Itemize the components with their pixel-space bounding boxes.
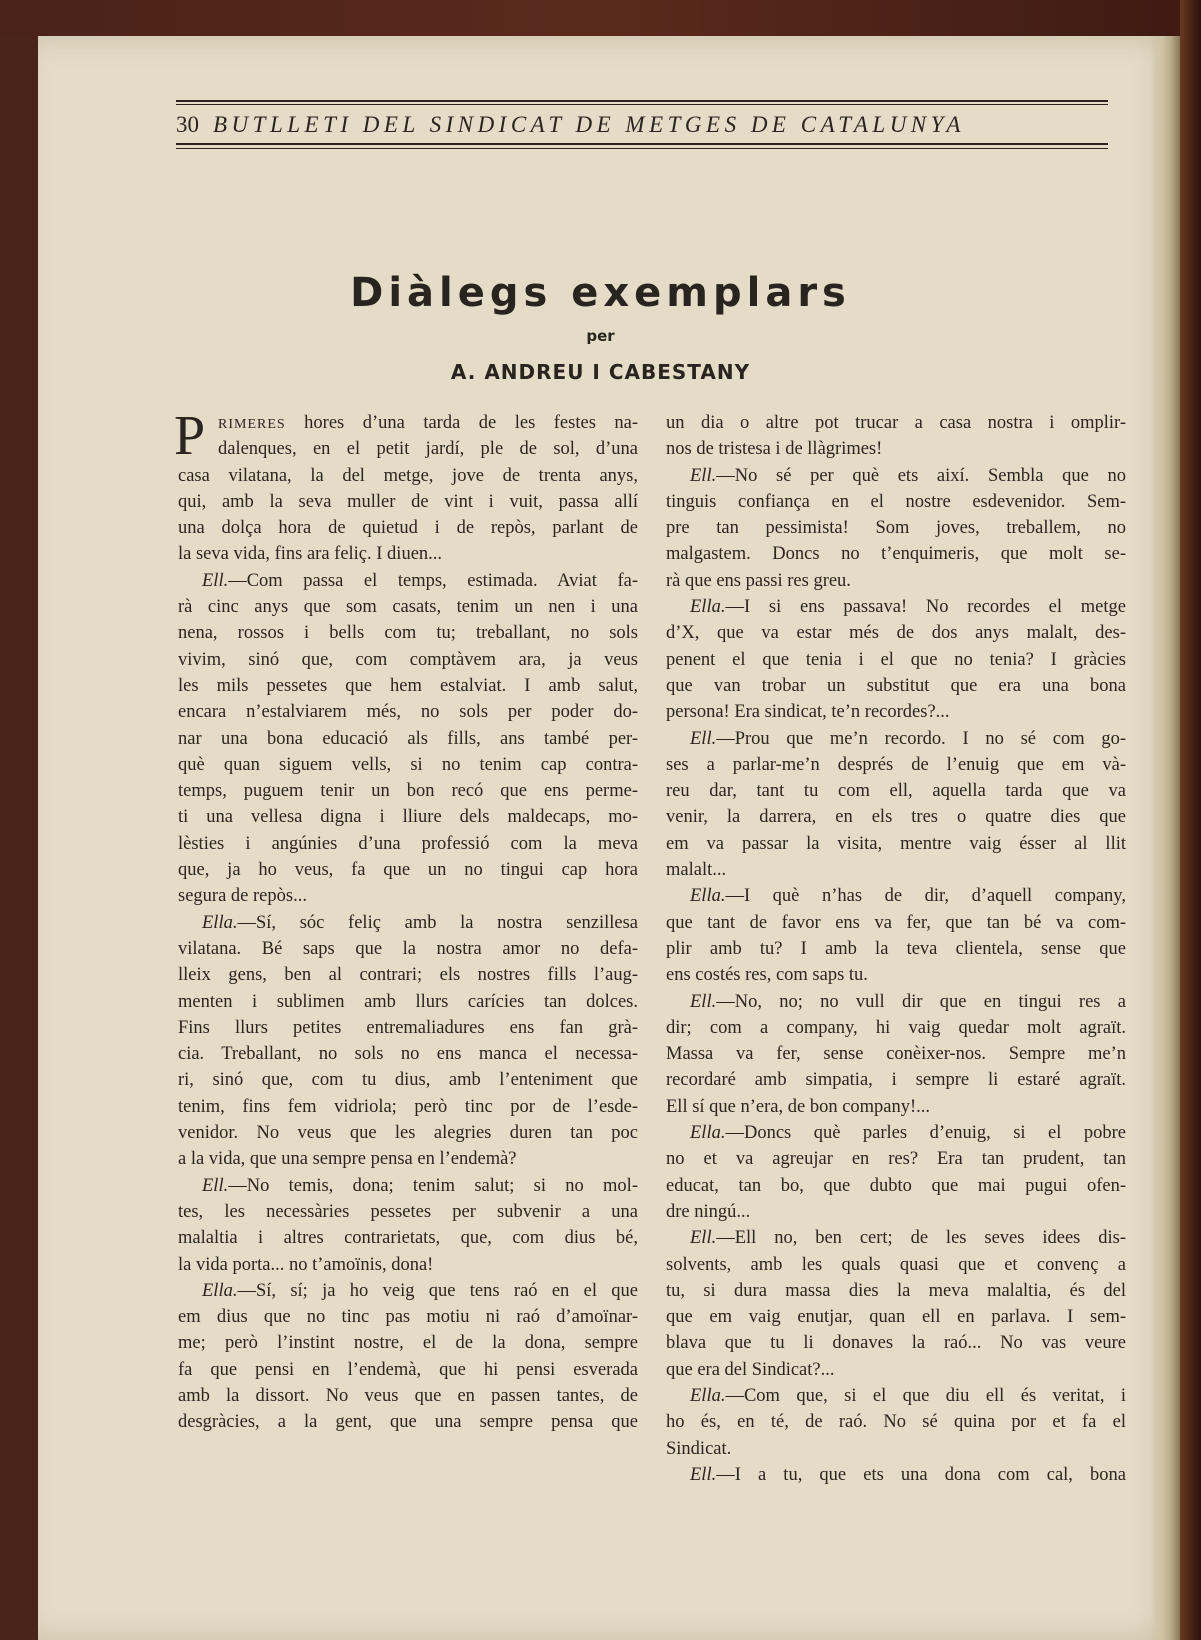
byline-per: per	[586, 327, 615, 345]
text-line: venir, la darrera, en els tres o quatre dies que	[666, 807, 1126, 828]
text-line: rà cinc anys que som casats, tenim un nen i una	[178, 597, 638, 618]
text-line: vilatana. Bé saps que la nostra amor no defa-	[178, 938, 638, 959]
text-line: fa que pensi en l’endemà, que hi pensi esverada	[178, 1359, 638, 1380]
drop-cap: P	[174, 405, 206, 467]
header-rule	[176, 148, 1108, 149]
text-line: lleix gens, ben al contrari; els nostres fills l’aug-	[178, 965, 638, 986]
text-line: me; però l’instint nostre, el de la dona, sempre	[178, 1333, 638, 1354]
text-line: tenim, fins fem vidriola; però tinc por de l’esde-	[178, 1096, 638, 1117]
text-line: solvents, amb les quals quasi que et convenç a	[666, 1254, 1126, 1275]
scan-background-top	[0, 0, 1201, 36]
text-column-right	[666, 410, 1126, 1488]
text-line: ens costés res, com saps tu.	[666, 965, 868, 986]
text-line: que em vaig enutjar, quan ell en parlava. I sem-	[666, 1307, 1126, 1328]
text-line: Fins llurs petites entremaliadures ens fan grà-	[178, 1017, 638, 1038]
text-line: dre ningú...	[666, 1201, 751, 1222]
text-line: malaltia i altres contrarietats, que, com dius bé,	[178, 1228, 638, 1249]
text-line: d’X, que va estar més de dos anys malalt, des-	[666, 623, 1126, 644]
text-line: segura de repòs...	[178, 886, 307, 907]
text-line: malgastem. Doncs no t’enquimeris, que molt se-	[666, 544, 1126, 565]
text-line: Ell.—No, no; no vull dir que en tingui res a	[690, 991, 1126, 1012]
text-line: reu dar, tant tu com ell, aquella tarda que va	[666, 781, 1126, 802]
text-line: venidor. No veus que les alegries duren tan poc	[178, 1123, 638, 1144]
text-line: Ell.—No temis, dona; tenim salut; si no mol-	[202, 1175, 638, 1196]
text-line: dalenques, en el petit jardí, ple de sol, d’una	[218, 439, 638, 460]
text-line: les mils pessetes que hem estalviat. I amb salut,	[178, 675, 638, 696]
text-line: què quan siguem vells, si no tenim cap contra-	[178, 754, 638, 775]
text-line: tes, les necessàries pessetes per subvenir a una	[178, 1201, 638, 1222]
page-number: 30	[176, 112, 199, 137]
text-line: lèsties i angúnies d’una professió com la meva	[178, 833, 638, 854]
header-text	[176, 108, 1108, 142]
running-header	[176, 100, 1108, 152]
text-line: RIMERES hores d’una tarda de les festes na-	[218, 413, 638, 433]
text-line: casa vilatana, la del metge, jove de trenta anys,	[178, 465, 638, 486]
text-line: ri, sinó que, com tu dius, amb l’enteniment que	[178, 1070, 638, 1091]
text-line: qui, amb la seva muller de vint i vuit, passa allí	[178, 491, 638, 512]
text-line: Massa va fer, sense conèixer-nos. Sempre me’n	[666, 1044, 1126, 1065]
text-line: ses a parlar-me’n després de l’enuig que em và-	[666, 754, 1126, 775]
text-line: nar una bona educació als fills, ans també per-	[178, 728, 638, 749]
text-line: em va passar la visita, mentre vaig ésser al llit	[666, 833, 1126, 854]
text-line: pre tan pessimista! Som joves, treballem, no	[666, 518, 1126, 539]
text-line: que era del Sindicat?...	[666, 1359, 835, 1380]
text-line: un dia o altre pot trucar a casa nostra i omplir-	[666, 413, 1126, 433]
text-line: no et va agreujar en res? Era tan prudent, tan	[666, 1149, 1126, 1170]
text-line: penent el que tenia i el que no tenia? I gràcies	[666, 649, 1126, 670]
text-line: encara n’estalviarem més, no sols per poder do-	[178, 702, 638, 723]
text-line: nos de tristesa i de llàgrimes!	[666, 439, 883, 460]
article-author: A. ANDREU I CABESTANY	[450, 360, 751, 384]
text-line: Ella.—I què n’has de dir, d’aquell company,	[690, 886, 1126, 907]
text-line: temps, puguem tenir un bon recó que ens perme-	[178, 781, 638, 802]
text-line: Ell.—Prou que me’n recordo. I no sé com go-	[690, 728, 1126, 749]
text-line: em dius que no tinc pas motiu ni raó d’amoïnar-	[178, 1307, 638, 1328]
header-rule	[176, 143, 1108, 145]
text-line: Ella.—Sí, sóc feliç amb la nostra senzillesa	[202, 912, 638, 933]
scan-background-right	[1180, 0, 1201, 1640]
text-line: Ell.—Ell no, ben cert; de les seves idees dis-	[690, 1228, 1126, 1249]
text-line: nena, rossos i bells com tu; treballant, no sols	[178, 623, 638, 644]
text-line: cia. Treballant, no sols no ens manca el necessa-	[178, 1044, 638, 1065]
text-line: educat, tan bo, que dubto que mai pugui ofen-	[666, 1175, 1126, 1196]
text-line: vivim, sinó que, com comptàvem ara, ja veus	[178, 649, 638, 670]
text-line: tu, si dura massa dies la meva malaltia, és del	[666, 1280, 1126, 1301]
text-line: una dolça hora de quietud i de repòs, parlant de	[178, 518, 638, 539]
text-line: desgràcies, a la gent, que una sempre pensa que	[178, 1412, 638, 1433]
journal-title: BUTLLETI DEL SINDICAT DE METGES DE CATALUNYA	[213, 112, 965, 137]
text-line: a la vida, que una sempre pensa en l’endemà?	[178, 1149, 517, 1170]
text-line: amb la dissort. No veus que en passen tantes, de	[178, 1385, 638, 1406]
text-line: que tant de favor ens va fer, que tan bé va com-	[666, 912, 1126, 933]
text-line: persona! Era sindicat, te’n recordes?...	[666, 702, 950, 723]
text-line: Ella.—Com que, si el que diu ell és veritat, i	[690, 1385, 1126, 1406]
article-title: Diàlegs exemplars	[350, 270, 851, 316]
text-line: la vida porta... no t’amoïnis, dona!	[178, 1254, 434, 1275]
text-line: la seva vida, fins ara feliç. I diuen...	[178, 544, 443, 565]
text-line: blava que tu li donaves la raó... No vas veure	[666, 1333, 1126, 1354]
text-line: malalt...	[666, 860, 727, 881]
text-line: rà que ens passi res greu.	[666, 570, 851, 591]
text-line: Ell sí que n’era, de bon company!...	[666, 1096, 931, 1117]
text-line: Ell.—Com passa el temps, estimada. Aviat fa-	[202, 570, 638, 591]
text-line: que van trobar un substitut que era una bona	[666, 675, 1126, 696]
text-line: Ella.—Doncs què parles d’enuig, si el pobre	[690, 1123, 1126, 1144]
text-line: Ella.—Sí, sí; ja ho veig que tens raó en el que	[202, 1280, 638, 1301]
header-rule	[176, 100, 1108, 102]
header-rule	[176, 104, 1108, 105]
text-line: dir; com a company, hi vaig quedar molt agraït.	[666, 1017, 1126, 1038]
text-line: tinguis confiança en el nostre esdevenidor. Sem-	[666, 491, 1126, 512]
text-line: recordaré amb simpatia, i sempre li estaré agraït.	[666, 1070, 1126, 1091]
text-line: Ell.—I a tu, que ets una dona com cal, bona	[690, 1464, 1126, 1485]
text-line: menten i sublimen amb llurs carícies tan dolces.	[178, 991, 638, 1012]
text-line: ho és, en té, de raó. No sé quina por et fa el	[666, 1412, 1126, 1433]
text-line: ti una vellesa digna i lliure dels maldecaps, mo-	[178, 807, 638, 828]
text-line: que, ja ho veus, fa que un no tingui cap hora	[178, 860, 638, 881]
text-column-left	[174, 405, 638, 1436]
text-line: plir amb tu? I amb la teva clientela, sense que	[666, 938, 1126, 959]
text-line: Ella.—I si ens passava! No recordes el metge	[690, 597, 1126, 618]
text-line: Sindicat.	[666, 1438, 732, 1459]
text-line: Ell.—No sé per què ets així. Sembla que no	[690, 465, 1126, 486]
